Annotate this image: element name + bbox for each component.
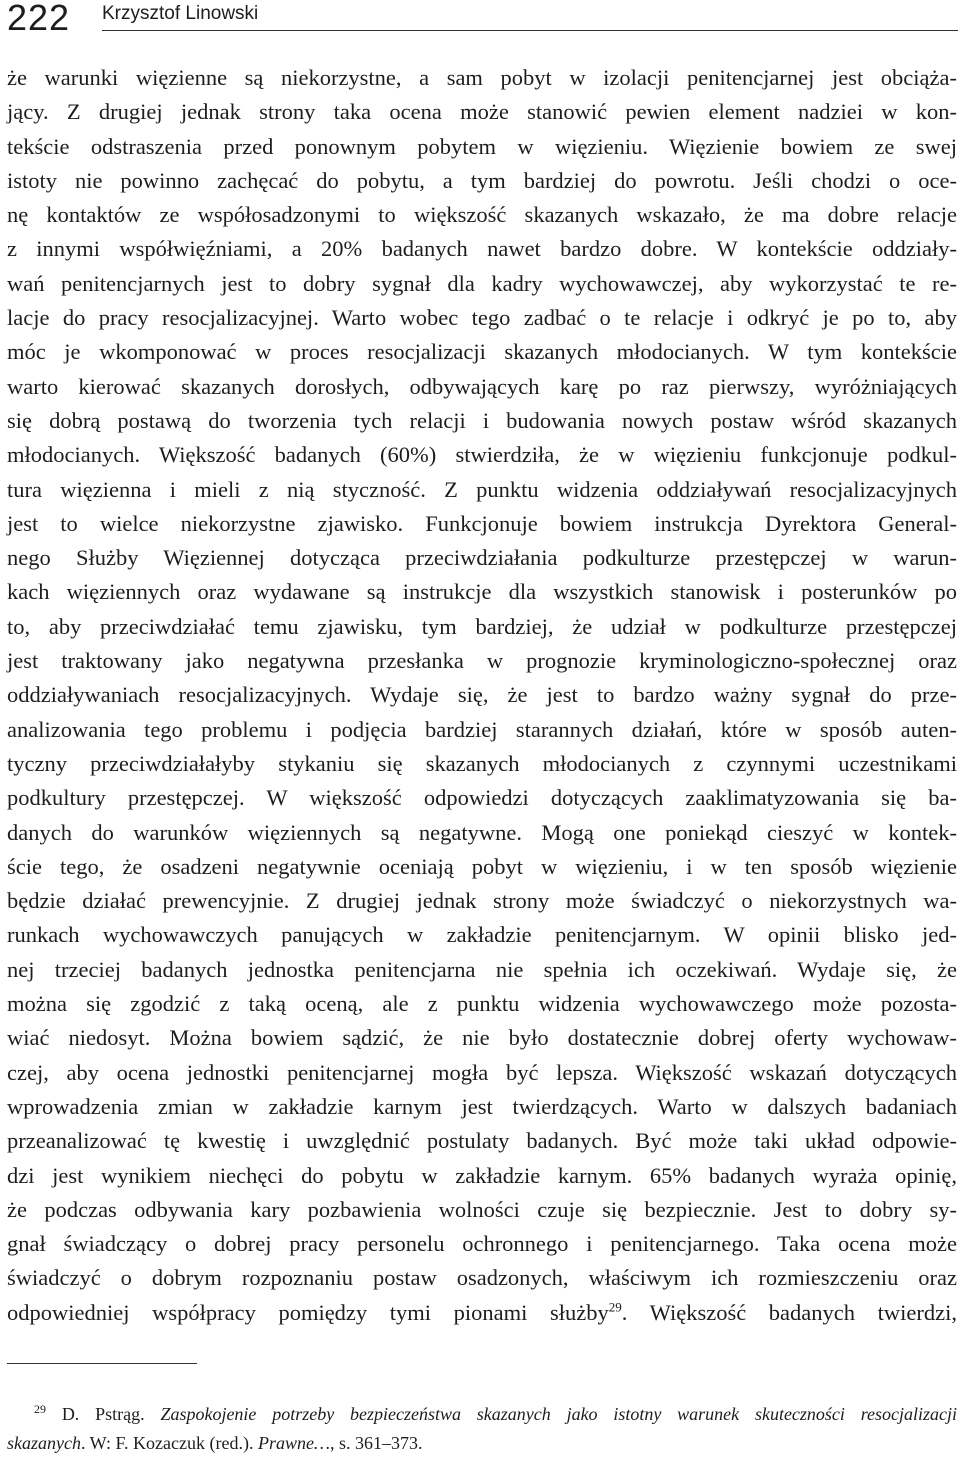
text-line: młodocianych. Większość badanych (60%) stwierdziła, że w więzieniu funkcjonuje podkul- [7,442,957,468]
footnote-number: 29 [34,1402,46,1416]
footnote-title-cont: skazanych [7,1433,81,1453]
footnote-editor: . W: F. Kozaczuk (red.). [80,1433,254,1453]
footnote-29 [7,1400,957,1458]
text-line: czej, aby ocena jednostki penitencjarnej mogła być lepsza. Większość wskazań dotyczących [7,1059,957,1085]
text-line: lacje do pracy resocjalizacyjnej. Warto wobec tego zadbać o te relacje i odkryć je po to, aby [7,305,957,331]
text-line: oddziaływaniach resocjalizacyjnych. Wydaje się, że jest to bardzo ważny sygnał do prze- [7,682,957,708]
text-line: wiać niedosyt. Można bowiem sądzić, że nie było dostatecznie dobrej oferty wychowaw- [7,1025,957,1051]
footnote-separator [7,1363,197,1364]
text-line: dzi jest wynikiem niechęci do pobytu w zakładzie karnym. 65% badanych wyraża opinię, [7,1162,957,1188]
text-line: przeanalizować tę kwestię i uwzględnić postulaty badanych. Być może taki układ odpowie- [7,1128,957,1154]
footnote-reference-29[interactable]: 29 [608,1299,622,1315]
text-line: można się zgodzić z taką oceną, ale z punktu widzenia wychowawczego może pozosta- [7,991,957,1017]
text-line: wań penitencjarnych jest to dobry sygnał dla kadry wychowawczej, aby wykorzystać te re- [7,270,957,296]
running-head-author: Krzysztof Linowski [102,3,259,24]
text-line: nej trzeciej badanych jednostka penitencjarna nie spełnia ich oczekiwań. Wydaje się, że [7,956,957,982]
footnote-line [7,1400,957,1429]
text-line: móc je wkomponować w proces resocjalizacji skazanych młodocianych. W tym kontekście [7,339,957,365]
body-text [7,61,957,1330]
header-rule [102,30,958,31]
text-line: analizowania tego problemu i podjęcia bardziej starannych działań, które w sposób auten- [7,716,957,742]
footnote-line [7,1429,957,1458]
text-line: runkach wychowawczych panujących w zakładzie penitencjarnym. W opinii blisko jed- [7,922,957,948]
text-line: to, aby przeciwdziałać temu zjawisku, tym bardziej, że udział w podkulturze przestępczej [7,613,957,639]
text-line: z innymi współwięźniami, a 20% badanych nawet bardzo dobre. W kontekście oddziały- [7,236,957,262]
text-line: tyczny przeciwdziałałyby stykaniu się skazanych młodocianych z czynnymi uczestnikami [7,750,957,776]
text-line: podkultury przestępczej. W większość odpowiedzi dotyczących zaaklimatyzowania się ba- [7,785,957,811]
text-line: nego Służby Więziennej dotycząca przeciwdziałania podkulturze przestępczej w warun- [7,545,957,571]
text-line: ście tego, że osadzeni negatywnie oceniają pobyt w więzieniu, i w ten sposób więzienie [7,853,957,879]
text-line: gnał świadczący o dobrej pracy personelu ochronnego i penitencjarnego. Taka ocena może [7,1231,957,1257]
footnote-source-title: Prawne… [257,1433,330,1453]
text-line: jest to wielce niekorzystne zjawisko. Funkcjonuje bowiem instrukcja Dyrektora General- [7,510,957,536]
text-line: jący. Z drugiej jednak strony taka ocena może stanowić pewien element nadziei w kon- [7,99,957,125]
text-line: że warunki więzienne są niekorzystne, a sam pobyt w izolacji penitencjarnej jest obciąża- [7,65,957,90]
text-line-last [7,1296,957,1330]
text-line: warto kierować skazanych dorosłych, odbywających karę po raz pierwszy, wyróżniających [7,373,957,399]
text-line: świadczyć o dobrym rozpoznaniu postaw osadzonych, właściwym ich rozmieszczeniu oraz [7,1265,957,1291]
text-line: nę kontaktów ze współosadzonymi to większość skazanych wskazało, że ma dobre relacje [7,202,957,228]
page-header [7,0,958,38]
footnote-author: D. Pstrąg. [61,1404,145,1424]
footnote-title: Zaspokojenie potrzeby bezpieczeństwa skazanych jako istotny warunek skuteczności resocjalizacji [160,1404,958,1424]
text-line: kach więziennych oraz wydawane są instrukcje dla wszystkich stanowisk i posterunków po [7,579,957,605]
text-line: że podczas odbywania kary pozbawienia wolności czuje się bezpiecznie. Jest to dobry sy- [7,1196,957,1222]
last-line-tail: . Większość badanych twierdzi, [621,1299,957,1325]
text-line: wprowadzenia zmian w zakładzie karnym jest twierdzących. Warto w dalszych badaniach [7,1093,957,1119]
text-line: tekście odstraszenia przed ponownym pobytem w więzieniu. Więzienie bowiem ze swej [7,133,957,159]
footnote-pages: , s. 361–373. [329,1433,423,1453]
last-line-text: odpowiedniej współpracy pomiędzy tymi pionami służby [7,1299,609,1325]
page-number: 222 [7,0,71,38]
text-line: będzie działać prewencyjnie. Z drugiej jednak strony może świadczyć o niekorzystnych wa- [7,888,957,914]
text-line: danych do warunków więziennych są negatywne. Mogą one poniekąd cieszyć w kontek- [7,819,957,845]
text-line: jest traktowany jako negatywna przesłanka w prognozie kryminologiczno-społecznej oraz [7,648,957,674]
text-line: się dobrą postawą do tworzenia tych relacji i budowania nowych postaw wśród skazanych [7,407,957,433]
text-line: istoty nie powinno zachęcać do pobytu, a tym bardziej do powrotu. Jeśli chodzi o oce- [7,167,957,193]
text-line: tura więzienna i mieli z nią styczność. Z punktu widzenia oddziaływań resocjalizacyjnych [7,476,957,502]
